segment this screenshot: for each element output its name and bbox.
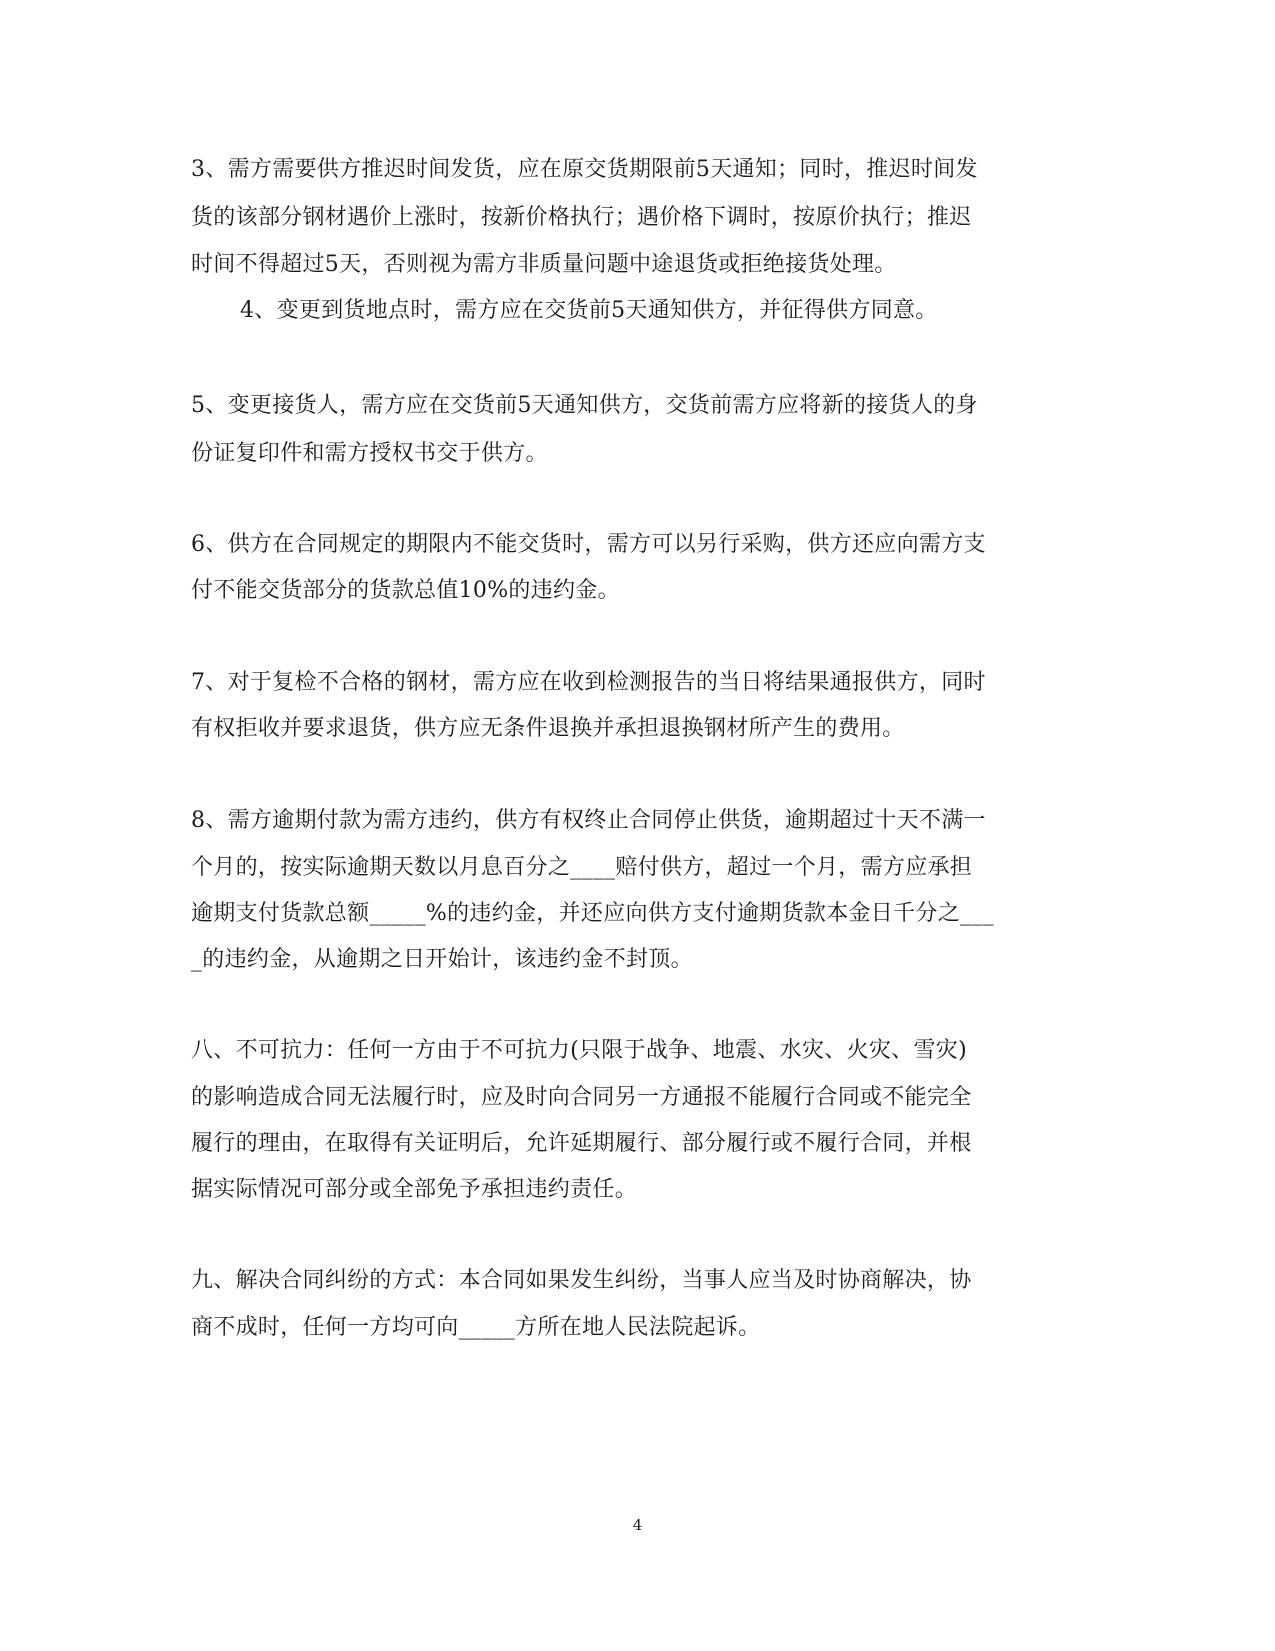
page-number: 4 [632,1516,643,1534]
paragraph-6-line-1: 6、供方在合同规定的期限内不能交货时，需方可以另行采购，供方还应向需方支 [191,532,986,557]
paragraph-3-line-1: 3、需方需要供方推迟时间发货，应在原交货期限前5天通知；同时，推迟时间发 [191,157,978,182]
paragraph-4-line-1: 4、变更到货地点时，需方应在交货前5天通知供方，并征得供方同意。 [240,298,938,323]
section-8-line-2: 的影响造成合同无法履行时，应及时向合同另一方通报不能履行合同或不能完全 [191,1085,972,1110]
section-9-line-2: 商不成时，任何一方均可向_____方所在地人民法院起诉。 [191,1315,761,1340]
paragraph-6-line-2: 付不能交货部分的货款总值10%的违约金。 [191,578,620,603]
paragraph-3-line-2: 货的该部分钢材遇价上涨时，按新价格执行；遇价格下调时，按原价执行；推迟 [191,205,972,230]
section-8-line-4: 据实际情况可部分或全部免予承担违约责任。 [191,1177,638,1202]
paragraph-8-line-1: 8、需方逾期付款为需方违约，供方有权终止合同停止供货，逾期超过十天不满一 [191,808,986,833]
paragraph-8-line-4: _的违约金，从逾期之日开始计，该违约金不封顶。 [191,947,693,972]
paragraph-8-line-2: 个月的，按实际逾期天数以月息百分之____赔付供方，超过一个月，需方应承担 [191,855,973,880]
paragraph-7-line-1: 7、对于复检不合格的钢材，需方应在收到检测报告的当日将结果通报供方，同时 [191,670,986,695]
paragraph-7-line-2: 有权拒收并要求退货，供方应无条件退换并承担退换钢材所产生的费用。 [191,716,905,741]
paragraph-3-line-3: 时间不得超过5天，否则视为需方非质量问题中途退货或拒绝接货处理。 [191,252,897,277]
section-9-line-1: 九、解决合同纠纷的方式：本合同如果发生纠纷，当事人应当及时协商解决，协 [191,1268,972,1293]
section-8-line-1: 八、不可抗力：任何一方由于不可抗力(只限于战争、地震、水灾、火灾、雪灾) [191,1038,967,1063]
paragraph-8-line-3: 逾期支付货款总额_____%的违约金，并还应向供方支付逾期货款本金日千分之___ [191,901,994,926]
paragraph-5-line-1: 5、变更接货人，需方应在交货前5天通知供方，交货前需方应将新的接货人的身 [191,393,978,418]
section-8-line-3: 履行的理由，在取得有关证明后，允许延期履行、部分履行或不履行合同，并根 [191,1131,972,1156]
paragraph-5-line-2: 份证复印件和需方授权书交于供方。 [191,441,548,466]
